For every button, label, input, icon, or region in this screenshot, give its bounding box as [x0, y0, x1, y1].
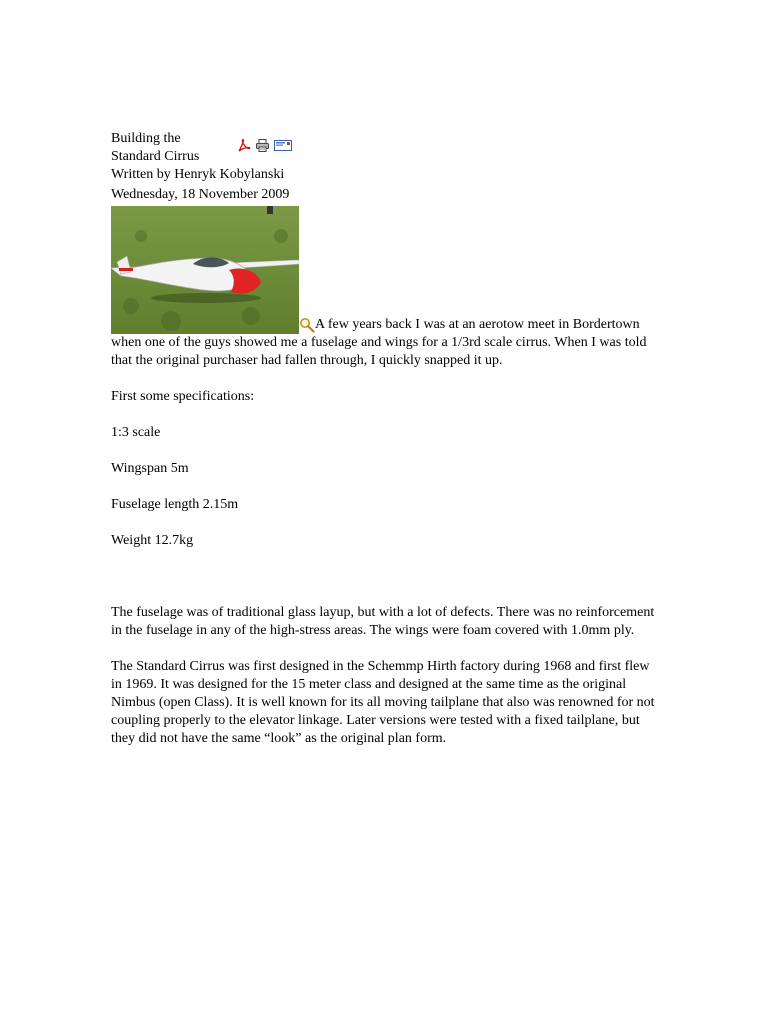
magnifier-icon[interactable] — [299, 317, 315, 333]
spec-weight: Weight 12.7kg — [111, 533, 194, 548]
specs-intro: First some specifications: — [111, 389, 255, 404]
spec-wingspan: Wingspan 5m — [111, 461, 189, 476]
spec-scale: 1:3 scale — [111, 425, 161, 440]
email-icon[interactable] — [274, 138, 292, 153]
lead-text: A few years back I was at an aerotow meet in Bordertown when one of the guys showed me a fuselage and wings for a 1/3rd scale cirrus. When I was told that the original purchaser had fallen through, I quickly snapped it up. — [111, 317, 647, 368]
article-tools — [236, 138, 292, 153]
title-row — [111, 130, 661, 166]
spec-fuselage-length: Fuselage length 2.15m — [111, 497, 239, 512]
body-paragraph-history: The Standard Cirrus was first designed in the Schemmp Hirth factory during 1968 and first flew in 1969. It was designed for the 15 meter class and designed at the same time as the original Nimbus (open Class). It is well known for its all moving tailplane that also was renowned for not coupling properly to the elevator linkage. Later versions were tested with a fixed tailplane, but they did not have the same “look” as the original plan form. — [111, 659, 655, 746]
body-paragraph-fuselage: The fuselage was of traditional glass layup, but with a lot of defects. There was no reinforcement in the fuselage in any of the high-stress areas. The wings were foam covered with 1.0mm ply. — [111, 605, 655, 638]
publish-date: Wednesday, 18 November 2009 — [111, 187, 290, 202]
author-line: Written by Henryk Kobylanski — [111, 167, 285, 182]
lead-paragraph — [111, 206, 661, 370]
article — [111, 130, 661, 766]
printer-icon[interactable] — [255, 138, 270, 153]
spacer — [111, 568, 661, 604]
pdf-icon[interactable] — [236, 138, 251, 153]
glider-photo[interactable] — [111, 206, 299, 334]
article-title[interactable]: Building the Standard Cirrus — [111, 131, 200, 164]
